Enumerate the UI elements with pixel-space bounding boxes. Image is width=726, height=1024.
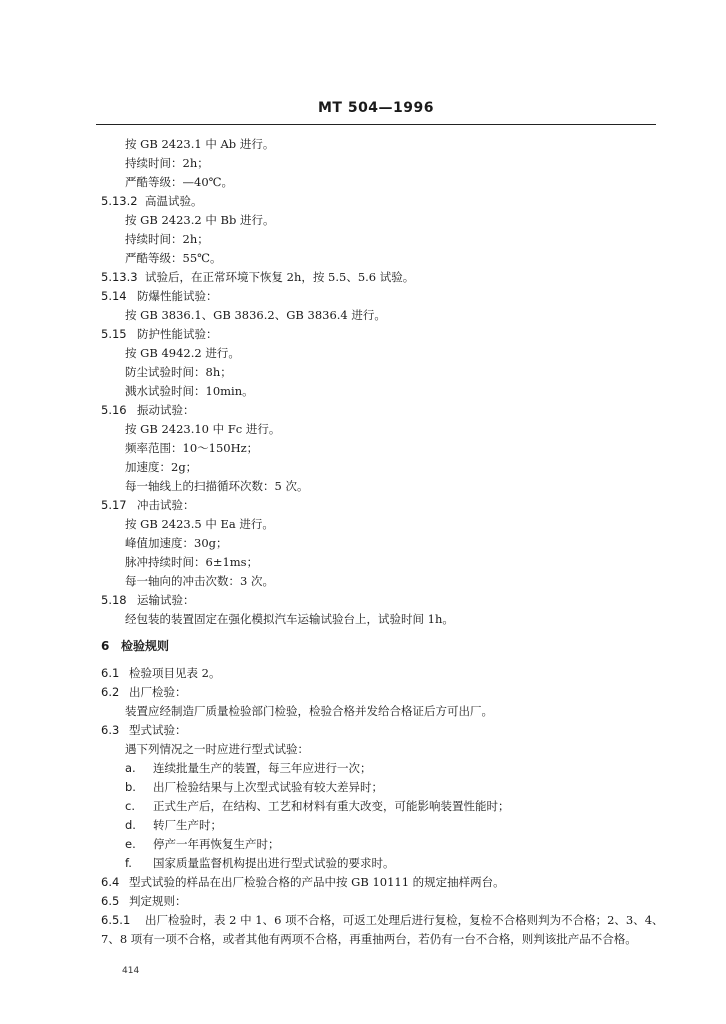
clause-text: 按 GB 3836.1、GB 3836.2、GB 3836.4 进行。 — [125, 308, 386, 322]
text-line — [125, 421, 280, 437]
text-line — [125, 703, 493, 719]
clause-text: 峰值加速度：30g； — [125, 536, 228, 550]
text-line — [101, 912, 664, 928]
text-line — [101, 874, 505, 890]
text-line — [101, 638, 169, 654]
text-line — [125, 364, 232, 380]
text-line — [125, 174, 233, 190]
clause-text: 按 GB 2423.5 中 Ea 进行。 — [125, 517, 274, 531]
text-line — [101, 193, 203, 209]
clause-text: 出厂检验： — [129, 685, 187, 699]
page-header: MT 504—1996 — [96, 100, 656, 125]
clause-text: 持续时间：2h； — [125, 156, 209, 170]
clause-text: 国家质量监督机构提出进行型式试验的要求时。 — [153, 856, 395, 870]
clause-text: 正式生产后，在结构、工艺和材料有重大改变，可能影响装置性能时； — [153, 799, 510, 813]
clause-number: 5.14 — [101, 289, 127, 303]
clause-number: 6.2 — [101, 685, 120, 699]
text-line — [125, 307, 386, 323]
clause-text: 遇下列情况之一时应进行型式试验： — [125, 742, 309, 756]
text-line — [125, 440, 258, 456]
clause-text: 防护性能试验： — [137, 327, 218, 341]
clause-number: 6 — [101, 639, 110, 653]
clause-text: 严酷等级：55℃。 — [125, 251, 222, 265]
clause-text: 振动试验： — [137, 403, 195, 417]
clause-text: 严酷等级：—40℃。 — [125, 175, 233, 189]
clause-number: f. — [125, 856, 132, 870]
clause-text: 型式试验的样品在出厂检验合格的产品中按 GB 10111 的规定抽样两台。 — [129, 875, 505, 889]
clause-number: 5.13.2 — [101, 194, 138, 208]
clause-text: 连续批量生产的装置，每三年应进行一次； — [153, 761, 372, 775]
clause-number: a. — [125, 761, 136, 775]
clause-text: 按 GB 4942.2 进行。 — [125, 346, 240, 360]
clause-text: 装置应经制造厂质量检验部门检验，检验合格并发给合格证后方可出厂。 — [125, 704, 493, 718]
clause-text: 出厂检验时，表 2 中 1、6 项不合格，可返工处理后进行复检，复检不合格则判为不合格；2、3、4、 — [145, 913, 664, 927]
clause-number: e. — [125, 837, 136, 851]
text-line — [125, 798, 510, 814]
text-line — [101, 665, 220, 681]
text-line — [125, 250, 222, 266]
clause-number: 5.13.3 — [101, 270, 138, 284]
clause-number: 6.1 — [101, 666, 120, 680]
clause-number: 6.3 — [101, 723, 120, 737]
text-line — [101, 269, 414, 285]
clause-number: 5.16 — [101, 403, 127, 417]
clause-text: 溅水试验时间：10min。 — [125, 384, 254, 398]
text-line — [125, 760, 372, 776]
clause-text: 每一轴向的冲击次数：3 次。 — [125, 574, 274, 588]
text-line — [101, 288, 218, 304]
text-line — [125, 855, 395, 871]
text-line — [125, 573, 274, 589]
text-line — [125, 611, 454, 627]
clause-text: 防尘试验时间：8h； — [125, 365, 232, 379]
clause-text: 检验项目见表 2。 — [129, 666, 221, 680]
clause-text: 脉冲持续时间：6±1ms； — [125, 555, 259, 569]
clause-text: 频率范围：10～150Hz； — [125, 441, 259, 455]
clause-number: 5.15 — [101, 327, 127, 341]
text-line — [125, 836, 280, 852]
text-line — [101, 893, 187, 909]
clause-number: 6.5.1 — [101, 913, 131, 927]
clause-text: 型式试验： — [129, 723, 187, 737]
text-line — [125, 516, 274, 532]
text-line — [101, 592, 195, 608]
clause-number: 5.17 — [101, 498, 127, 512]
text-line — [125, 231, 209, 247]
clause-text: 经包装的装置固定在强化模拟汽车运输试验台上，试验时间 1h。 — [125, 612, 454, 626]
clause-text: 持续时间：2h； — [125, 232, 209, 246]
clause-text: 冲击试验： — [137, 498, 195, 512]
text-line — [101, 402, 195, 418]
text-line — [125, 478, 308, 494]
clause-number: 6.5 — [101, 894, 120, 908]
clause-text: 7、8 项有一项不合格，或者其他有两项不合格，再重抽两台，若仍有一台不合格，则判该批产品不合格。 — [101, 932, 637, 946]
text-line — [101, 497, 195, 513]
text-line — [125, 136, 274, 152]
text-line — [125, 459, 197, 475]
text-line — [125, 383, 254, 399]
clause-text: 加速度：2g； — [125, 460, 198, 474]
text-line — [125, 554, 258, 570]
clause-text: 按 GB 2423.1 中 Ab 进行。 — [125, 137, 275, 151]
text-line — [125, 155, 209, 171]
text-line — [101, 684, 187, 700]
text-line — [125, 535, 228, 551]
clause-number: 5.18 — [101, 593, 127, 607]
text-line — [125, 345, 240, 361]
clause-text: 按 GB 2423.10 中 Fc 进行。 — [125, 422, 281, 436]
text-line — [125, 212, 274, 228]
clause-number: d. — [125, 818, 136, 832]
clause-text: 转厂生产时； — [153, 818, 222, 832]
clause-text: 高温试验。 — [145, 194, 203, 208]
clause-text: 按 GB 2423.2 中 Bb 进行。 — [125, 213, 275, 227]
clause-text: 检验规则 — [121, 639, 170, 653]
clause-number: b. — [125, 780, 136, 794]
page-number: 414 — [122, 966, 140, 976]
text-line — [125, 817, 222, 833]
clause-text: 每一轴线上的扫描循环次数：5 次。 — [125, 479, 309, 493]
clause-text: 停产一年再恢复生产时； — [153, 837, 280, 851]
clause-text: 试验后，在正常环境下恢复 2h，按 5.5、5.6 试验。 — [145, 270, 415, 284]
clause-text: 防爆性能试验： — [137, 289, 218, 303]
clause-number: 6.4 — [101, 875, 120, 889]
text-line — [101, 931, 637, 947]
clause-text: 判定规则： — [129, 894, 187, 908]
text-line — [125, 741, 309, 757]
clause-text: 运输试验： — [137, 593, 195, 607]
text-line — [101, 326, 218, 342]
text-line — [101, 722, 187, 738]
clause-text: 出厂检验结果与上次型式试验有较大差异时； — [153, 780, 383, 794]
clause-number: c. — [125, 799, 135, 813]
text-line — [125, 779, 383, 795]
